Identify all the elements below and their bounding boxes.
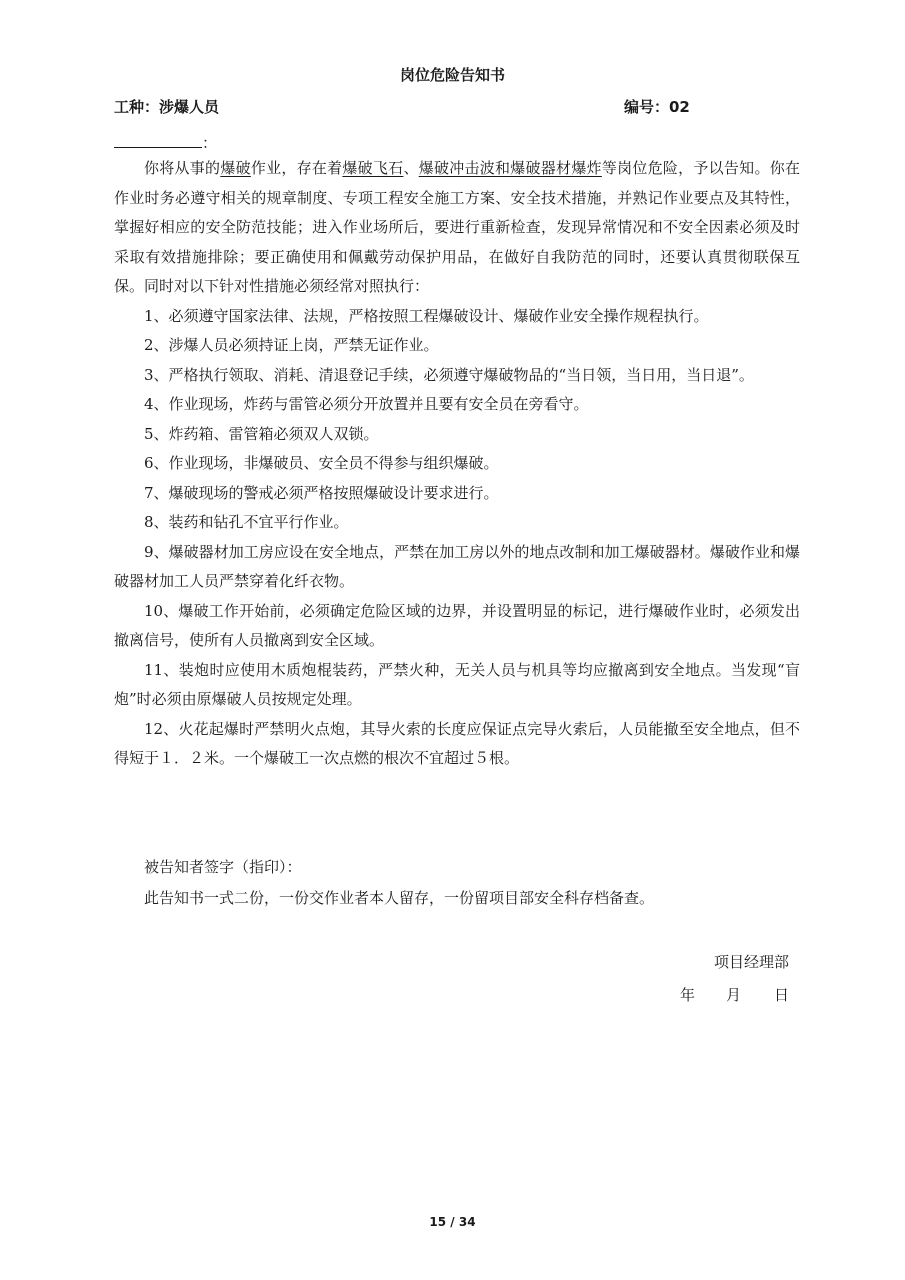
signature-line: 被告知者签字（指印）：	[144, 858, 302, 876]
date-month: 月	[726, 986, 742, 1004]
addressee-line	[114, 132, 217, 153]
date-year: 年	[680, 986, 696, 1004]
addressee-colon: ：	[202, 134, 218, 152]
measure-item-5: 5、炸药箱、雷管箱必须双人双锁。	[144, 424, 379, 443]
notice-body	[114, 154, 800, 774]
intro-text-4: 等岗位危险，予以告知。你在作业时务必遵守相关的规章制度、专项工程安全施工方案、安全技术措施，并熟记作业要点及其特性，掌握好相应的安全防范技能；进入作业场所后，要进行重新检查，发现异常情况和不安全因素必须及时采取有效措施排除；要正确使用和佩戴劳动保护用品，在做好自我防范的同时，还要认真贯彻联保互保。同时对以下针对性措施必须经常对照执行：	[114, 159, 800, 295]
measure-item-8: 8、装药和钻孔不宜平行作业。	[144, 513, 349, 531]
hazard-1-underlined: 爆破飞石	[342, 159, 404, 177]
intro-text-2: 作业，存在着	[250, 159, 343, 177]
document-number: 编号：02	[624, 98, 690, 116]
header-row	[114, 96, 714, 116]
measure-item-12: 12、火花起爆时严禁明火点炮，其导火索的长度应保证点完导火索后，人员能撤至安全地点，但不得短于１．２米。一个爆破工一次点燃的根次不宜超过５根。	[114, 719, 800, 767]
measure-item-7: 7、爆破现场的警戒必须严格按照爆破设计要求进行。	[144, 483, 499, 502]
page-title: 岗位危险告知书	[399, 66, 505, 84]
measure-item-3: 3、严格执行领取、消耗、清退登记手续，必须遵守爆破物品的“当日领，当日用，当日退”。	[144, 365, 754, 384]
measure-item-6: 6、作业现场，非爆破员、安全员不得参与组织爆破。	[144, 454, 499, 472]
page-number: 15 / 34	[429, 1215, 476, 1229]
measure-item-9: 9、爆破器材加工房应设在安全地点，严禁在加工房以外的地点改制和加工爆破器材。爆破作业和爆破器材加工人员严禁穿着化纤衣物。	[114, 542, 800, 590]
issuing-department: 项目经理部	[714, 953, 790, 971]
intro-text-3: 、	[403, 159, 419, 177]
date-day: 日	[774, 986, 790, 1004]
intro-paragraph	[114, 154, 800, 302]
addressee-blank	[114, 133, 202, 148]
intro-text-1: 你将从事的	[144, 159, 221, 177]
measure-item-10: 10、爆破工作开始前，必须确定危险区域的边界，并设置明显的标记，进行爆破作业时，必须发出撤离信号，使所有人员撤离到安全区域。	[114, 601, 800, 649]
date-line	[680, 984, 789, 1005]
measure-item-1: 1、必须遵守国家法律、法规，严格按照工程爆破设计、爆破作业安全操作规程执行。	[144, 306, 709, 325]
measure-item-4: 4、作业现场，炸药与雷管必须分开放置并且要有安全员在旁看守。	[144, 395, 589, 413]
job-type: 工种：涉爆人员	[114, 98, 220, 116]
hazard-2-underlined: 爆破冲击波和爆破器材爆炸	[418, 159, 602, 177]
measure-item-2: 2、涉爆人员必须持证上岗，严禁无证作业。	[144, 336, 439, 354]
work-type-underlined: 爆破	[220, 159, 251, 177]
copies-note: 此告知书一式二份，一份交作业者本人留存，一份留项目部安全科存档备查。	[144, 889, 655, 907]
measure-item-11: 11、装炮时应使用木质炮棍装药，严禁火种，无关人员与机具等均应撤离到安全地点。当发现“盲炮”时必须由原爆破人员按规定处理。	[114, 660, 800, 708]
